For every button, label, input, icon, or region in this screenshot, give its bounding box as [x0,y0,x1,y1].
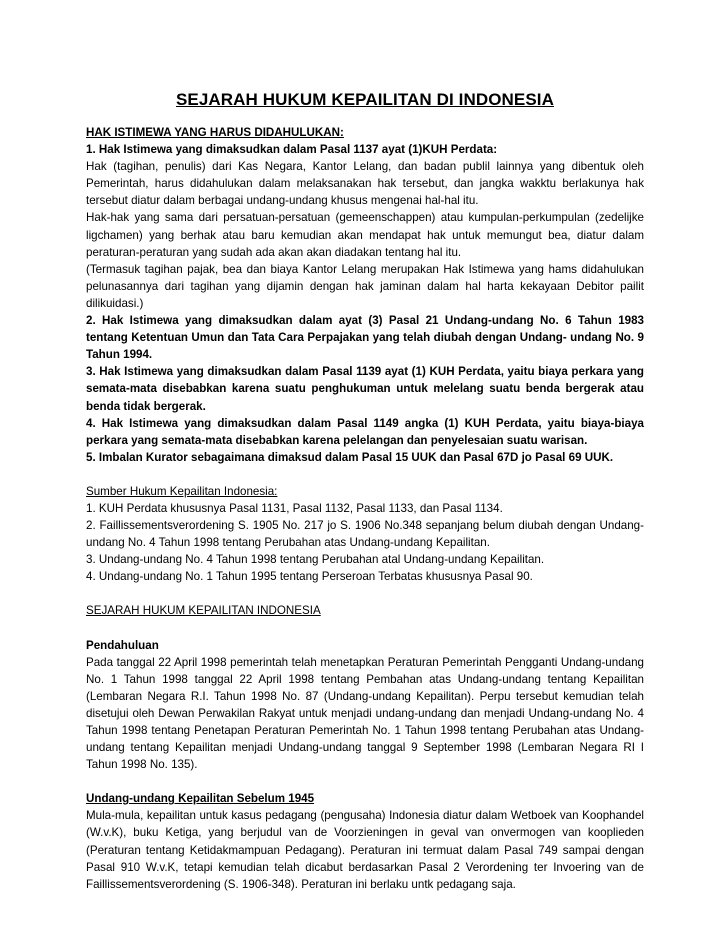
section-heading-pendahuluan: Pendahuluan [86,638,159,652]
section-sumber-hukum [86,483,644,586]
section-hak-istimewa [86,124,644,466]
hak-istimewa-item-3: 3. Hak Istimewa yang dimaksudkan dalam Pasal 1139 ayat (1) KUH Perdata, yaitu biaya perkara yang semata-mata disebabkan karena suatu penghukuman untuk melelang suatu benda bergerak atau benda tidak bergerak. [86,365,644,413]
pendahuluan-paragraph: Pada tanggal 22 April 1998 pemerintah telah menetapkan Peraturan Pemerintah Pengganti Undang-undang No. 1 Tahun 1998 tanggal 22 April 1998 tentang Pembahan atas Undang-undang tentang Kepailitan (Lembaran Negara R.I. Tahun 1998 No. 87 (Undang-undang Kepailitan). Perpu tersebut kemudian telah disetujui oleh Dewan Perwakilan Rakyat untuk menjadi undang-undang dan menjadi Undang-undang No. 4 Tahun 1998 tentang Penetapan Peraturan Pemerintah No. 1 Tahun 1998 tentang Perubahan atas Undang-undang tentang Kepailitan menjadi Undang-undang tanggal 9 September 1998 (Lembaran Negara RI I Tahun 1998 No. 135). [86,655,644,772]
sumber-hukum-item-2: 2. Faillissementsverordening S. 1905 No. 217 jo S. 1906 No.348 sepanjang belum diubah dengan Undang-undang No. 4 Tahun 1998 tentang Perubahan atas Undang-undang Kepailitan. [86,519,644,550]
section-sejarah [86,602,644,619]
hak-istimewa-paragraph-1: Hak (tagihan, penulis) dari Kas Negara, Kantor Lelang, dan badan publil lainnya yang dibentuk oleh Pemerintah, harus didahulukan dalam melaksanakan hak tersebut, dan jangka wakktu berlakunya hak tersebut diatur dalam berbagai undang-undang khusus mengenai hal-hal itu. [86,160,644,208]
hak-istimewa-item-2: 2. Hak Istimewa yang dimaksudkan dalam ayat (3) Pasal 21 Undang-undang No. 6 Tahun 1983 tentang Ketentuan Umun dan Tata Cara Perpajakan yang telah diubah dengan Undang- undang No. 9 Tahun 1994. [86,314,644,362]
hak-istimewa-item-5: 5. Imbalan Kurator sebagaimana dimaksud dalam Pasal 15 UUK dan Pasal 67D jo Pasal 69 UUK. [86,450,614,464]
sumber-hukum-item-3: 3. Undang-undang No. 4 Tahun 1998 tentang Perubahan atal Undang-undang Kepailitan. [86,553,545,567]
section-uu-sebelum-1945 [86,790,644,893]
spacer [86,773,644,790]
section-heading-sejarah: SEJARAH HUKUM KEPAILITAN INDONESIA [86,604,321,618]
section-heading-sumber-hukum: Sumber Hukum Kepailitan Indonesia: [86,484,278,498]
spacer [86,620,644,637]
section-heading-uu-sebelum-1945: Undang-undang Kepailitan Sebelum 1945 [86,792,315,806]
uu-sebelum-1945-paragraph: Mula-mula, kepailitan untuk kasus pedagang (pengusaha) Indonesia diatur dalam Wetboek van Koophandel (W.v.K), buku Ketiga, yang berjudul van de Voorzieningen in geval van onvermogen van kooplieden (Peraturan tentang Ketidakmampuan Pedagang). Peraturan ini termuat dalam Pasal 749 sampai dengan Pasal 910 W.v.K, tetapi kemudian telah dicabut berdasarkan Pasal 2 Verordening ter Invoering van de Faillissementsverordening (S. 1906-348). Peraturan ini berlaku untk pedagang saja. [86,809,644,891]
section-heading-hak-istimewa: HAK ISTIMEWA YANG HARUS DIDAHULUKAN: [86,126,344,139]
spacer [86,466,644,483]
section-pendahuluan [86,637,644,774]
document-title: SEJARAH HUKUM KEPAILITAN DI INDONESIA [175,90,555,109]
sumber-hukum-item-4: 4. Undang-undang No. 1 Tahun 1995 tentang Perseroan Terbatas khususnya Pasal 90. [86,570,533,584]
hak-istimewa-paragraph-2: Hak-hak yang sama dari persatuan-persatuan (gemeenschappen) atau kumpulan-perkumpulan (zedelijke ligchamen) yang berhak atau baru kemudian akan mendapat hak untuk memungut bea, diatur dalam peraturan-peraturan yang sudah ada akan akan diadakan tentang hal itu. [86,211,644,259]
sumber-hukum-item-1: 1. KUH Perdata khususnya Pasal 1131, Pasal 1132, Pasal 1133, dan Pasal 1134. [86,501,503,515]
hak-istimewa-item-4: 4. Hak Istimewa yang dimaksudkan dalam Pasal 1149 angka (1) KUH Perdata, yaitu biaya-biaya perkara yang semata-mata disebabkan karena pelelangan dan penyelesaian suatu warisan. [86,416,644,447]
hak-istimewa-item-1-heading: 1. Hak Istimewa yang dimaksudkan dalam Pasal 1137 ayat (1)KUH Perdata: [86,143,498,157]
spacer [86,585,644,602]
hak-istimewa-paragraph-3: (Termasuk tagihan pajak, bea dan biaya Kantor Lelang merupakan Hak Istimewa yang hams didahulukan pelunasannya dari tagihan yang dijamin dengan hak jaminan dalam hal harta kekayaan Debitor pailit dilikuidasi.) [86,262,644,310]
